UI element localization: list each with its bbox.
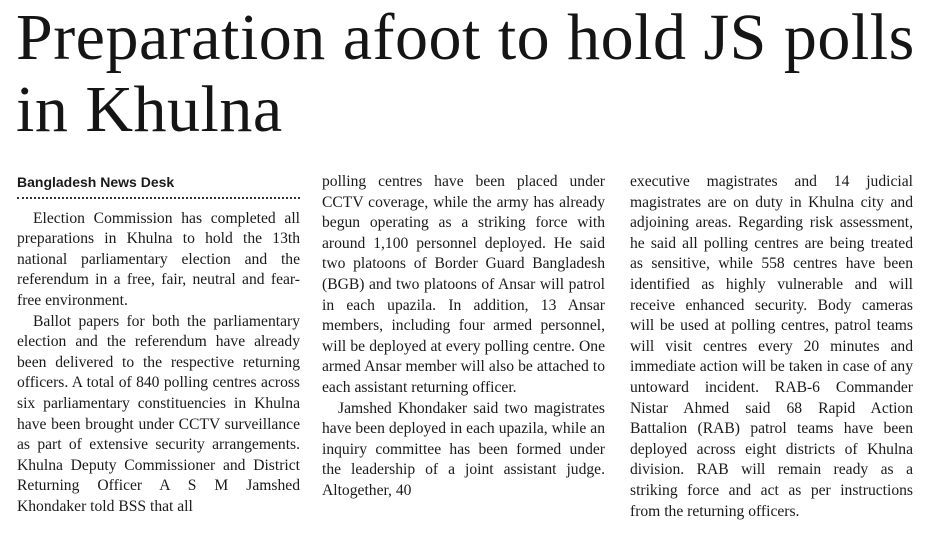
paragraph: executive magistrates and 14 judicial magistrates are on duty in Khulna city and adjoining areas. Regarding risk assessment, he said all polling centres are being treated as sensitive, while 558 centres have been identified as highly vulnerable and will receive enhanced security. Body cameras will be used at polling centres, patrol teams will visit centres every 20 minutes and immediate action will be taken in case of any untoward incident. RAB-6 Commander Nistar Ahmed said 68 Rapid Action Battalion (RAB) patrol teams have been deployed across eight districts of Khulna division. RAB will remain ready as a striking force and act as per instructions from the returning officers. (630, 173, 913, 520)
article-column-1 (17, 172, 300, 518)
paragraph: polling centres have been placed under CCTV coverage, while the army has already begun operating as a striking force with around 1,100 personnel deployed. He said two platoons of Border Guard Bangladesh (BGB) and two platoons of Ansar will patrol in each upazila. In addition, 13 Ansar members, including four armed personnel, will be deployed at every polling centre. One armed Ansar member will also be attached to each assistant returning officer. (322, 173, 605, 396)
article-column-2 (322, 172, 605, 502)
headline: Preparation afoot to hold JS polls in Khulna (16, 1, 915, 146)
paragraph: Ballot papers for both the parliamentary election and the referendum have already been delivered to the respective returning officers. A total of 840 polling centres across six parliamentary constituencies in Khulna have been brought under CCTV surveillance as part of extensive security arrangements. Khulna Deputy Commissioner and District Returning Officer A S M Jamshed Khondaker told BSS that all (17, 312, 300, 515)
paragraph: Election Commission has completed all preparations in Khulna to hold the 13th national parliamentary election and the referendum in a free, fair, neutral and fear-free environment. (17, 209, 300, 309)
article-column-3 (630, 172, 913, 522)
byline: Bangladesh News Desk (17, 172, 300, 199)
paragraph: Jamshed Khondaker said two magistrates have been deployed in each upazila, while an inquiry committee has been formed under the leadership of a joint assistant judge. Altogether, 40 (322, 399, 605, 499)
